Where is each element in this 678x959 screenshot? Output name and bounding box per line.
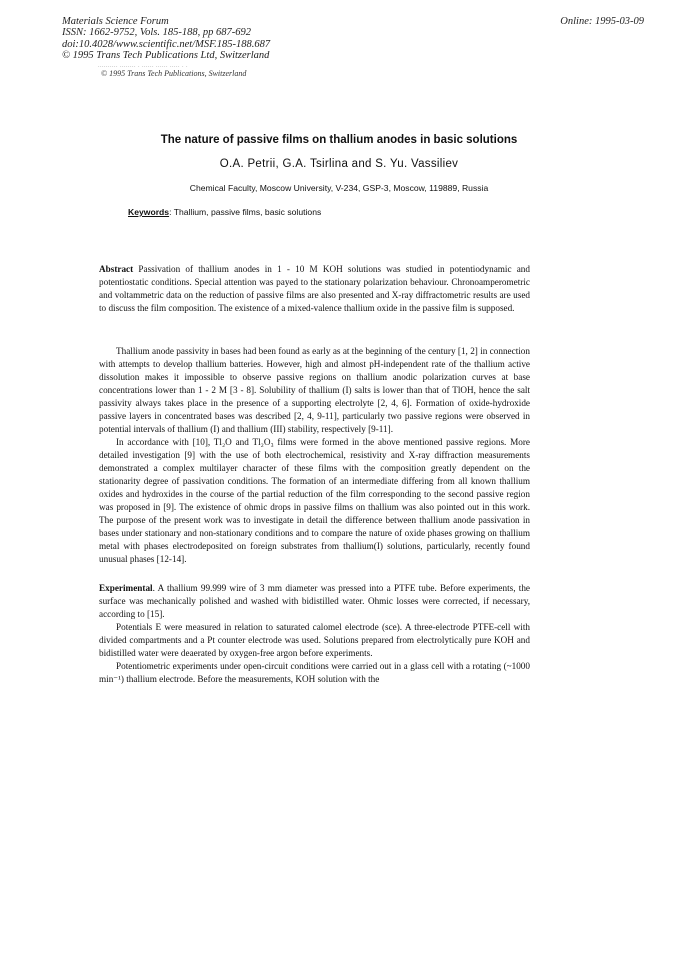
keywords-label: Keywords: [128, 207, 170, 217]
abstract-section: [99, 263, 530, 315]
copyright-line: © 1995 Trans Tech Publications Ltd, Switzerland: [62, 50, 270, 62]
experimental-paragraph-3: Potentiometric experiments under open-circuit conditions were carried out in a glass cell with a rotating (~1000 min⁻¹) thallium electrode. Before the measurements, KOH solution with the: [99, 661, 530, 684]
keywords-list: : Thallium, passive films, basic solutions: [169, 207, 322, 217]
paper-title: The nature of passive films on thallium anodes in basic solutions: [160, 134, 518, 146]
keywords-line: [128, 207, 321, 217]
journal-name: Materials Science Forum: [62, 16, 169, 27]
citation-header: [62, 16, 270, 62]
introduction-section: [99, 345, 530, 566]
experimental-paragraph-2: Potentials E were measured in relation to saturated calomel electrode (sce). A three-electrode PTFE-cell with divided compartments and a Pt counter electrode was used. Solutions prepared from electrolytically pure KOH and bidistilled water were deaerated by oxygen-free argon before experiments.: [99, 622, 530, 658]
intro-paragraph-2: In accordance with [10], Tl₂O and Tl₂O₃ films were formed in the above mentioned passive regions. More detailed investigation [9] with the use of both electrochemical, resistivity and X-ray diffraction measurements demonstrated a complex multilayer character of these films with the composition greatly dependent on the stationarity degree of passivation conditions. The formation of an intermediate differing from all known thallium oxides and hydroxides in the course of the partial reduction of the film corresponding to the second passive region was proposed in [9]. The existence of ohmic drops in passive films on thallium was also pointed out in this work. The purpose of the present work was to investigate in detail the difference between thallium anode passivation in bases under stationary and non-stationary conditions and to compare the nature of oxide phases growing on thallium metal with phases electrodeposited on foreign substrates from thallium(I) solutions, particularly, recently found unusual phases [12-14].: [99, 437, 530, 564]
intro-paragraph-1: Thallium anode passivity in bases had been found as early as at the beginning of the century [1, 2] in connection with attempts to develop thallium batteries. However, high and almost pH-independent rate of the thallium active dissolution makes it impossible to observe passive regions on thallium anodic polarization curves at base concentrations lower than 1 - 2 M [3 - 8]. Solubility of thallium (I) salts is lower than that of TlOH, hence the salt passivity always takes place in the presence of a supporting electrolyte [2, 4, 6]. Formation of oxide-hydroxide passive layers in concentrated bases was described [2, 4, 9-11], particularly two passive regions were observed in potential intervals of thallium (I) and thallium (III) stability, respectively [9-11].: [99, 346, 530, 434]
abstract-label: Abstract: [99, 264, 134, 274]
abstract-text: Passivation of thallium anodes in 1 - 10 M KOH solutions was studied in potentiodynamic and potentiostatic conditions. Special attention was payed to the stationary polarization behaviour. Chronoamperometric and voltammetric data on the reduction of passive films are also presented and X-ray diffractometric results are used to discuss the film composition. The existence of a mixed-valence thallium oxide in the passive film is supposed.: [99, 264, 530, 313]
experimental-section: [99, 582, 530, 686]
original-copyright: © 1995 Trans Tech Publications, Switzerland: [101, 69, 247, 78]
scan-artifact-line: .......... ........ . ...... ...... ..... . .: [98, 63, 188, 69]
affiliation: Chemical Faculty, Moscow University, V-234, GSP-3, Moscow, 119889, Russia: [189, 183, 489, 193]
author-list: O.A. Petrii, G.A. Tsirlina and S. Yu. Vassiliev: [219, 158, 459, 170]
doi-link[interactable]: doi:10.4028/www.scientific.net/MSF.185-188.687: [62, 38, 271, 50]
online-date: Online: 1995-03-09: [560, 16, 644, 27]
experimental-label: Experimental: [99, 583, 153, 593]
experimental-paragraph-1: . A thallium 99.999 wire of 3 mm diameter was pressed into a PTFE tube. Before experiments, the surface was mechanically polished and washed with bidistilled water. Ohmic losses were corrected, if necessary, according to [15].: [99, 583, 530, 619]
issn-line: ISSN: 1662-9752, Vols. 185-188, pp 687-692: [62, 27, 251, 39]
